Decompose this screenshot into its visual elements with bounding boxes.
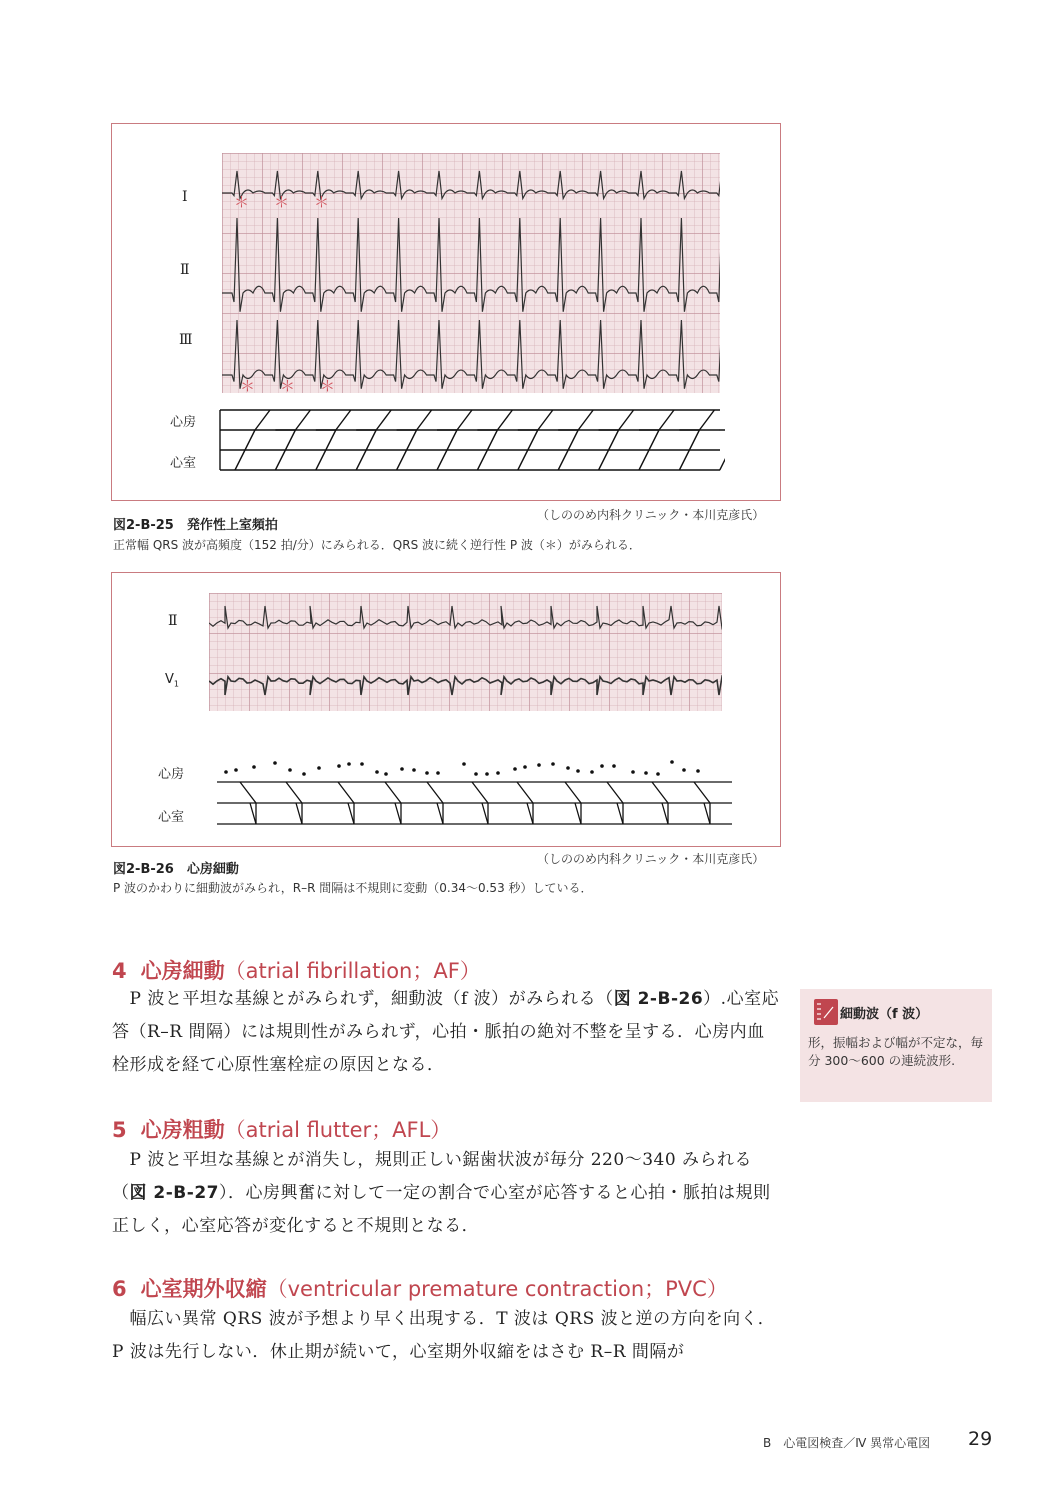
section-5-text-a: P 波と平坦な基線とが消失し，規則正しい鋸歯状波が毎分 220～340 みられる（ [112, 1150, 753, 1203]
figure-2-credit: （しののめ内科クリニック・本川克彦氏） [537, 852, 765, 866]
retrograde-p-marker: ＊ [280, 377, 296, 395]
lead-label-ii: Ⅱ [180, 262, 190, 278]
notebook-icon [814, 999, 838, 1025]
section-4-title-jp: 心房細動 [140, 959, 225, 983]
section-4-text-b: ）.心室応答（R–R 間隔）には規則性がみられず，心拍・脈拍の絶対不整を呈する．心房内血栓形成を経て心原性塞栓症の原因となる． [112, 989, 780, 1075]
lead-label-iii: Ⅲ [179, 332, 193, 348]
retrograde-p-marker: ＊ [320, 377, 336, 395]
ecg-traces-af [209, 593, 722, 711]
retrograde-p-marker: ＊ [234, 193, 250, 211]
ladder-label-atrium: 心房 [170, 415, 197, 430]
lead-label-v1 [165, 672, 179, 689]
section-4-title-en: （atrial fibrillation；AF） [224, 959, 481, 983]
section-6-title-jp: 心室期外収縮 [140, 1277, 267, 1301]
section-5-title-en: （atrial flutter；AFL） [224, 1118, 452, 1142]
trace-lead-v1-af [209, 677, 722, 695]
section-5-text-b: ）．心房興奮に対して一定の割合で心室が応答すると心拍・脈拍は規則正しく，心室応答が変化すると不規則となる． [112, 1183, 771, 1236]
retrograde-p-marker: ＊ [314, 193, 330, 211]
glossary-note-text: 形，振幅および幅が不定な，毎分 300～600 の連続波形. [808, 1035, 984, 1068]
ecg-strip-af [209, 593, 722, 711]
figure-2-caption: P 波のかわりに細動波がみられ，R–R 間隔は不規則に変動（0.34～0.53 秒）している． [113, 881, 593, 895]
section-5-number: 5 [112, 1118, 127, 1142]
figure-1-caption: 正常幅 QRS 波が高頻度（152 拍/分）にみられる．QRS 波に続く逆行性 P 波（＊）がみられる． [113, 538, 641, 552]
trace-lead-i [222, 171, 720, 199]
trace-lead-ii [222, 218, 720, 312]
section-6-heading [112, 1273, 728, 1303]
trace-lead-ii-af [209, 606, 722, 628]
section-6-paragraph: 幅広い異常 QRS 波が予想より早く出現する．T 波は QRS 波と逆の方向を向く．P 波は先行しない．休止期が続いて，心室期外収縮をはさむ R–R 間隔が [112, 1309, 776, 1362]
ecg-traces-psvt [222, 153, 720, 393]
lead-v-subscript: 1 [173, 679, 179, 689]
glossary-note-title: 細動波（f 波） [840, 1007, 929, 1022]
section-4-text-a: P 波と平坦な基線とがみられず，細動波（f 波）がみられる（ [112, 989, 614, 1009]
ladder-diagram-psvt [215, 408, 725, 473]
section-4-paragraph [112, 983, 780, 1082]
lead-label-i: Ⅰ [182, 189, 188, 205]
section-6-title-en: （ventricular premature contraction；PVC） [266, 1277, 728, 1301]
section-5-paragraph [112, 1144, 780, 1243]
lead-label-ii-af: Ⅱ [168, 613, 178, 629]
section-5-heading [112, 1114, 451, 1144]
section-4-figure-ref[interactable]: 図 2-B-26 [613, 989, 704, 1009]
figure-1-credit: （しののめ内科クリニック・本川克彦氏） [537, 508, 765, 522]
figure-2-title: 図2-B-26 心房細動 [113, 862, 239, 877]
retrograde-p-marker: ＊ [240, 377, 256, 395]
lead-v-letter: V [165, 672, 174, 687]
section-4-number: 4 [112, 959, 127, 983]
ladder-label-ventricle-af: 心室 [158, 810, 185, 825]
section-5-figure-ref[interactable]: 図 2-B-27 [129, 1183, 219, 1203]
retrograde-p-marker: ＊ [274, 193, 290, 211]
ecg-strip-psvt [222, 153, 720, 393]
ladder-diagram-af [212, 758, 737, 828]
figure-1-title: 図2-B-25 発作性上室頻拍 [113, 518, 278, 533]
ladder-label-atrium-af: 心房 [158, 767, 185, 782]
section-4-heading [112, 955, 481, 985]
ladder-label-ventricle: 心室 [170, 456, 197, 471]
section-5-title-jp: 心房粗動 [140, 1118, 225, 1142]
page-number: 29 [968, 1428, 993, 1450]
glossary-note [800, 989, 992, 1102]
section-6-number: 6 [112, 1277, 127, 1301]
running-footer: B 心電図検査／Ⅳ 異常心電図 [763, 1436, 931, 1450]
trace-lead-iii [222, 320, 720, 389]
